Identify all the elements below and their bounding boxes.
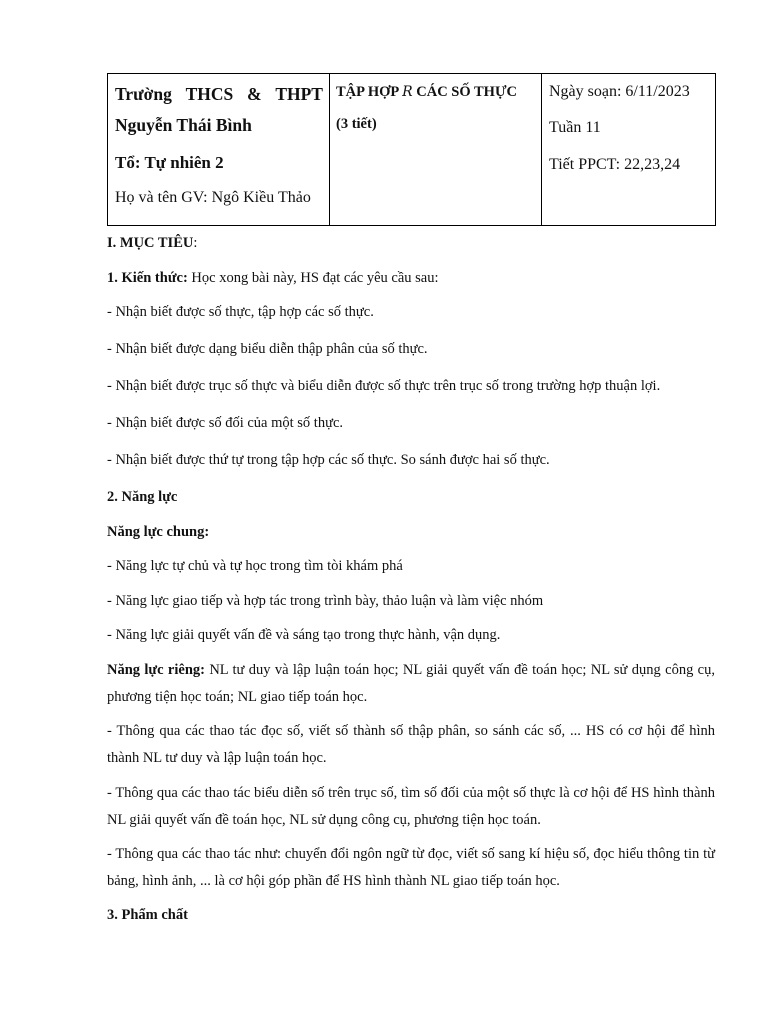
list-item: - Nhận biết được trục số thực và biểu diễn được số thực trên trục số trong trường hợp thuận lợi. bbox=[107, 378, 661, 394]
teacher-name: Họ và tên GV: Ngô Kiều Thảo bbox=[115, 189, 311, 206]
school-name: Trường THCS & THPT Nguyễn Thái Bình bbox=[115, 84, 323, 135]
list-item: - Nhận biết được số thực, tập hợp các số thực. bbox=[107, 304, 374, 320]
header-table bbox=[107, 73, 716, 226]
schedule-cell bbox=[542, 74, 716, 226]
list-item: - Nhận biết được số đối của một số thực. bbox=[107, 415, 344, 431]
lesson-cell bbox=[330, 74, 542, 226]
lesson-periods: (3 tiết) bbox=[336, 116, 377, 132]
list-item: - Thông qua các thao tác như: chuyển đổi ngôn ngữ từ đọc, viết số sang kí hiệu số, đọc hiểu thông tin từ bảng, hình ảnh, ... là cơ hội góp phần để HS hình thành NL giao tiếp toán học. bbox=[107, 846, 715, 889]
prep-date: Ngày soạn: 6/11/2023 bbox=[549, 83, 690, 100]
list-item: - Nhận biết được dạng biểu diễn thập phân của số thực. bbox=[107, 341, 428, 357]
list-item: - Nhận biết được thứ tự trong tập hợp các số thực. So sánh được hai số thực. bbox=[107, 452, 550, 468]
header-table-wrapper bbox=[107, 73, 715, 226]
team-name: Tổ: Tự nhiên 2 bbox=[115, 153, 224, 172]
real-set-symbol: R bbox=[402, 84, 413, 100]
knowledge-line: 1. Kiến thức: Học xong bài này, HS đạt các yêu cầu sau: bbox=[107, 270, 439, 286]
ppct-periods: Tiết PPCT: 22,23,24 bbox=[549, 156, 681, 173]
general-competency-label: Năng lực chung: bbox=[107, 524, 210, 540]
list-item: - Năng lực giao tiếp và hợp tác trong trình bày, thảo luận và làm việc nhóm bbox=[107, 593, 544, 609]
list-item: - Thông qua các thao tác đọc số, viết số thành số thập phân, so sánh các số, ... HS có cơ hội để hình thành NL tư duy và lập luận toán học. bbox=[107, 723, 715, 766]
section-objectives-heading: I. MỤC TIÊU: bbox=[107, 235, 198, 251]
competency-heading: 2. Năng lực bbox=[107, 489, 178, 505]
list-item: - Năng lực giải quyết vấn đề và sáng tạo trong thực hành, vận dụng. bbox=[107, 627, 501, 643]
school-cell bbox=[108, 74, 330, 226]
week-number: Tuần 11 bbox=[549, 119, 601, 136]
list-item: - Thông qua các thao tác biểu diễn số trên trục số, tìm số đối của một số thực là cơ hội để HS hình thành NL giải quyết vấn đề toán học, NL sử dụng công cụ, phương tiện học toán. bbox=[107, 785, 715, 828]
lesson-title: TẬP HỢP R CÁC SỐ THỰC bbox=[336, 84, 517, 100]
specific-competency: Năng lực riêng: NL tư duy và lập luận toán học; NL giải quyết vấn đề toán học; NL sử dụng công cụ, phương tiện học toán; NL giao tiếp toán học. bbox=[107, 662, 715, 705]
list-item: - Năng lực tự chủ và tự học trong tìm tòi khám phá bbox=[107, 558, 403, 574]
qualities-heading: 3. Phẩm chất bbox=[107, 907, 188, 923]
